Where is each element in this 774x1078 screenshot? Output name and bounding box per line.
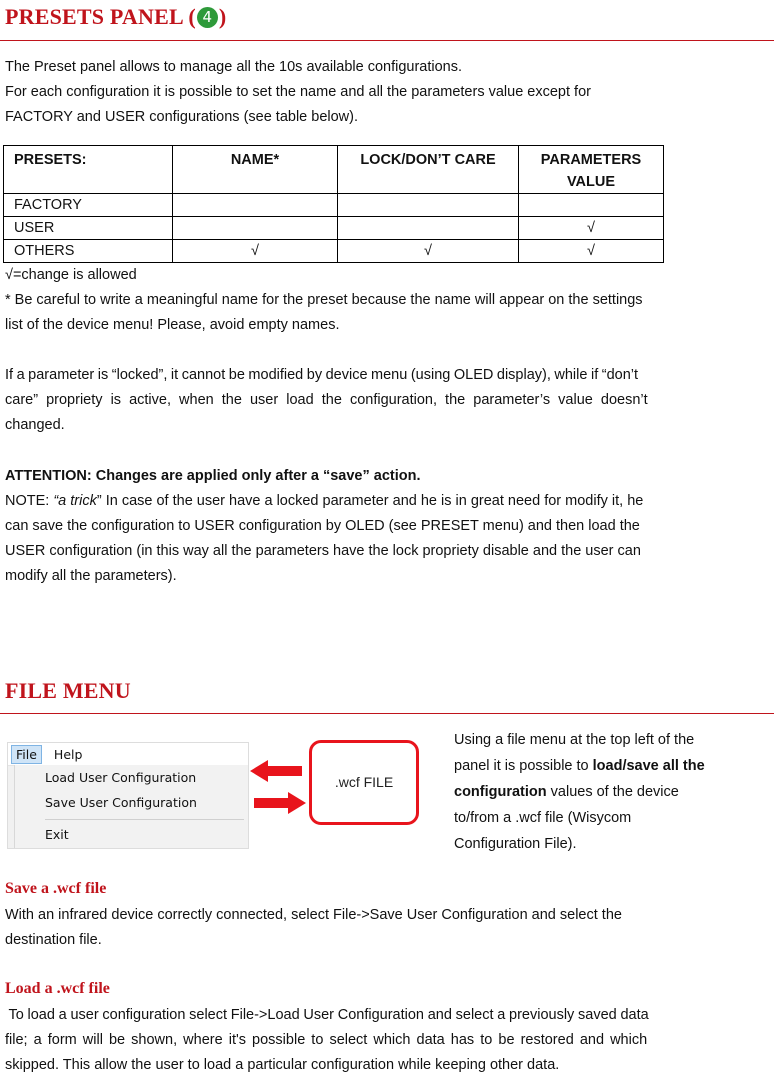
menu-separator	[45, 819, 244, 820]
table-header-row	[4, 146, 664, 194]
header-presets: PRESETS:	[4, 146, 173, 194]
title-rule	[0, 40, 774, 41]
table-cell	[338, 194, 519, 217]
note-line: USER configuration (in this way all the parameters have the lock propriety disable and the user can	[5, 543, 641, 559]
load-line: skipped. This allow the user to load a particular configuration while keeping other data.	[5, 1057, 560, 1073]
lock-paragraph	[5, 363, 769, 438]
header-parameters-value: PARAMETERS VALUE	[519, 146, 664, 194]
table-cell: √	[338, 240, 519, 263]
table-cell: OTHERS	[4, 240, 173, 263]
arrow-right-icon	[254, 792, 306, 814]
menu-item-load[interactable]: Load User Configuration	[45, 770, 197, 785]
load-paragraph	[5, 1003, 769, 1078]
title-suffix: )	[218, 4, 227, 29]
wcf-label: .wcf FILE	[334, 774, 394, 790]
side-line	[454, 753, 764, 779]
intro-line: The Preset panel allows to manage all the 10s available configurations.	[5, 59, 463, 75]
side-line: to/from a .wcf file (Wisycom	[454, 810, 632, 826]
note-rest: ” In case of the user have a locked parameter and he is in great need for modify it, he	[96, 493, 644, 509]
lock-line: changed.	[5, 417, 65, 433]
menu-item-save[interactable]: Save User Configuration	[45, 795, 197, 810]
attention-block	[5, 464, 643, 589]
file-menu-title: FILE MENU	[5, 678, 131, 703]
presets-table	[3, 145, 664, 263]
note-trick: “a trick	[53, 493, 97, 509]
lock-line: If a parameter is “locked”, it cannot be modified by device menu (using OLED display), while if “don’t	[5, 367, 639, 383]
file-menu-description	[454, 727, 764, 857]
note-line: * Be careful to write a meaningful name for the preset because the name will appear on the settings	[5, 292, 643, 308]
note-line: modify all the parameters).	[5, 568, 177, 584]
note-line: list of the device menu! Please, avoid empty names.	[5, 317, 340, 333]
menu-help[interactable]: Help	[53, 746, 83, 762]
save-line: With an infrared device correctly connected, select File->Save User Configuration and select the	[5, 907, 622, 923]
title-prefix: PRESETS PANEL (	[5, 4, 196, 29]
menu-bar	[8, 743, 248, 766]
file-menu-screenshot	[7, 742, 249, 849]
table-cell: √	[173, 240, 338, 263]
side-bold: configuration	[454, 784, 547, 800]
save-line: destination file.	[5, 932, 102, 948]
note-first-line	[5, 489, 643, 514]
wcf-file-box	[309, 740, 419, 825]
attention-text: ATTENTION: Changes are applied only after a “save” action.	[5, 468, 421, 484]
side-text: values of the device	[546, 784, 679, 800]
table-cell: √	[519, 240, 664, 263]
menu-file[interactable]: File	[11, 745, 42, 764]
note-line: can save the configuration to USER configuration by OLED (see PRESET menu) and then load the	[5, 518, 640, 534]
load-heading: Load a .wcf file	[5, 980, 110, 997]
side-text: panel it is possible to	[454, 758, 593, 774]
table-row	[4, 217, 664, 240]
intro-line: For each configuration it is possible to set the name and all the parameters value except for	[5, 84, 591, 100]
header-lock: LOCK/DON’T CARE	[338, 146, 519, 194]
presets-notes	[5, 263, 643, 338]
transfer-arrows	[250, 760, 306, 820]
load-line: file; a form will be shown, where it's possible to select which data has to be restored and which	[5, 1032, 648, 1048]
menu-item-exit[interactable]: Exit	[45, 827, 69, 842]
file-dropdown	[14, 765, 248, 848]
table-cell: √	[519, 217, 664, 240]
presets-panel-title	[5, 4, 226, 30]
side-bold: load/save all the	[592, 758, 705, 774]
side-line: Using a file menu at the top left of the	[454, 732, 695, 748]
table-cell: USER	[4, 217, 173, 240]
table-cell	[173, 194, 338, 217]
table-cell	[338, 217, 519, 240]
lock-line: care” propriety is active, when the user load the configuration, the parameter’s value doesn’t	[5, 392, 648, 408]
legend-text: √=change is allowed	[5, 267, 137, 283]
header-name: NAME*	[173, 146, 338, 194]
table-cell: FACTORY	[4, 194, 173, 217]
intro-line: FACTORY and USER configurations (see table below).	[5, 109, 359, 125]
table-cell	[173, 217, 338, 240]
presets-intro	[5, 55, 591, 130]
section-number-badge: 4	[197, 7, 218, 28]
table-row	[4, 240, 664, 263]
note-label: NOTE:	[5, 493, 54, 509]
save-paragraph	[5, 903, 622, 953]
side-line: Configuration File).	[454, 836, 577, 852]
table-cell	[519, 194, 664, 217]
load-line: To load a user configuration select File->Load User Configuration and select a previously saved data	[5, 1007, 649, 1023]
file-menu-rule	[0, 713, 774, 714]
side-line	[454, 779, 764, 805]
save-heading: Save a .wcf file	[5, 880, 107, 897]
arrow-left-icon	[250, 760, 302, 782]
table-row	[4, 194, 664, 217]
